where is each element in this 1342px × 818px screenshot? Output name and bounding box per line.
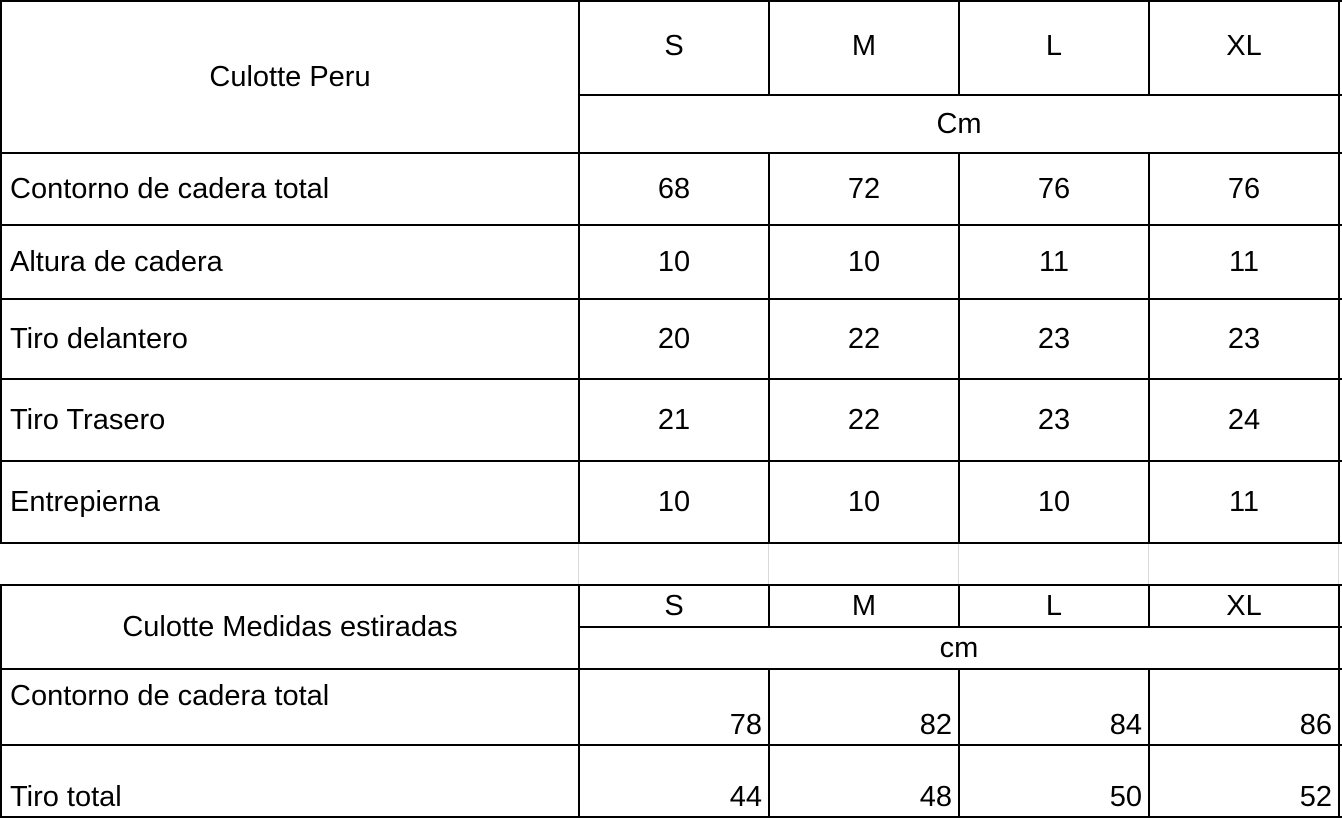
table1-cell: 10 xyxy=(1037,485,1071,518)
table1-title: Culotte Peru xyxy=(209,60,371,93)
spacer-gridline xyxy=(1148,544,1149,584)
table2-row-label: Tiro total xyxy=(10,781,122,813)
table2-cell: 82 xyxy=(919,709,952,741)
table1-cell: 76 xyxy=(1227,172,1261,205)
table1-cell: 11 xyxy=(1228,485,1260,518)
table1-cell: 23 xyxy=(1227,322,1261,355)
table1-cell: 72 xyxy=(847,172,881,205)
table2-cell: 84 xyxy=(1109,709,1142,741)
table2-cell: 50 xyxy=(1109,781,1142,813)
table2-size-header: L xyxy=(1045,589,1063,622)
spacer-gridline xyxy=(578,544,579,584)
table2-border-right xyxy=(1338,584,1340,818)
table1-cell: 24 xyxy=(1227,403,1261,436)
table2-cell: 52 xyxy=(1299,781,1332,813)
table1-row-label: Tiro Trasero xyxy=(10,403,166,436)
spacer-gridline xyxy=(1338,544,1339,584)
table1-cell: 10 xyxy=(657,485,691,518)
table1-cell: 10 xyxy=(847,485,881,518)
table2-cell: 44 xyxy=(729,781,762,813)
table1-cell: 10 xyxy=(847,245,881,278)
table1-border-right xyxy=(1338,0,1340,544)
table1-cell: 22 xyxy=(847,322,881,355)
table1-cell: 21 xyxy=(657,403,691,436)
table1-size-header: XL xyxy=(1226,29,1262,62)
table1-row-label: Tiro delantero xyxy=(10,322,188,355)
table1-row-label: Entrepierna xyxy=(10,485,160,518)
table1-size-header: S xyxy=(664,29,684,62)
table1-cell: 20 xyxy=(657,322,691,355)
table1-border-bottom xyxy=(0,542,1342,544)
table1-cell: 10 xyxy=(657,245,691,278)
spacer-gridline xyxy=(768,544,769,584)
table2-size-header: S xyxy=(664,589,684,622)
table1-size-header: L xyxy=(1045,29,1063,62)
table1-cell: 76 xyxy=(1037,172,1071,205)
table2-size-header: M xyxy=(851,589,877,622)
table1-cell: 11 xyxy=(1228,245,1260,278)
table1-size-header: M xyxy=(851,29,877,62)
table2-title: Culotte Medidas estiradas xyxy=(122,610,458,643)
table2-size-header: XL xyxy=(1226,589,1262,622)
table2-row-label: Contorno de cadera total xyxy=(10,680,330,712)
spacer-gridline xyxy=(958,544,959,584)
table2-cell: 86 xyxy=(1299,709,1332,741)
table1-cell: 11 xyxy=(1038,245,1070,278)
table1-row-label: Altura de cadera xyxy=(10,245,223,278)
table1-cell: 23 xyxy=(1037,322,1071,355)
table1-cell: 68 xyxy=(657,172,691,205)
table1-unit: Cm xyxy=(936,107,982,140)
table1-row-label: Contorno de cadera total xyxy=(10,172,330,205)
table2-cell: 48 xyxy=(919,781,952,813)
table2-unit: cm xyxy=(939,631,979,664)
table2-cell: 78 xyxy=(729,709,762,741)
table1-cell: 22 xyxy=(847,403,881,436)
table1-cell: 23 xyxy=(1037,403,1071,436)
